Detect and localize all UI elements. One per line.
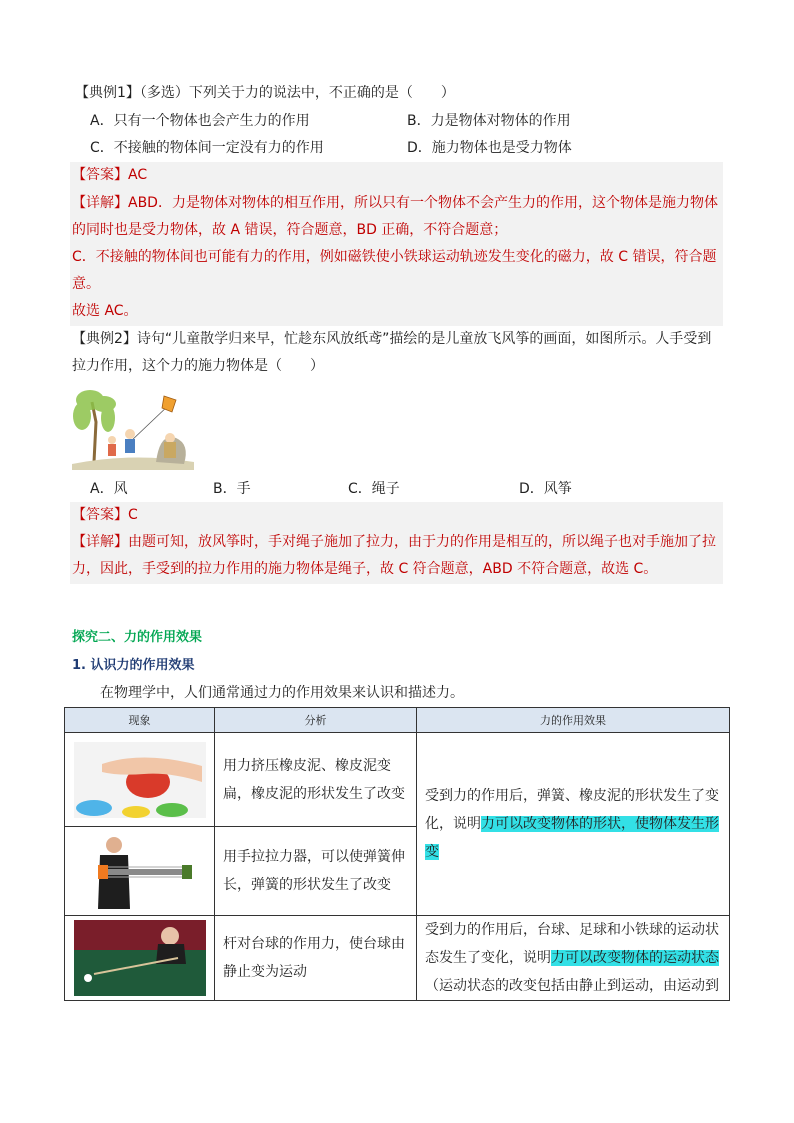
section-title: 探究二、力的作用效果 (72, 630, 203, 645)
detail-2-line1 (72, 531, 716, 551)
ex2-option-a: A．风 (90, 481, 128, 497)
option-c: C．不接触的物体间一定没有力的作用 (90, 140, 324, 156)
header-effect: 力的作用效果 (417, 708, 730, 733)
detail-1-line4: 意。 (72, 276, 100, 292)
ex2-option-d: D．风筝 (519, 481, 572, 497)
answer-1: 【答案】AC (72, 167, 148, 183)
effect-1-text: 受到力的作用后，弹簧、橡皮泥的形状发生了变化，说明 (425, 788, 719, 832)
effect-2-text: 受到力的作用后，台球、足球和小铁球的运动状态发生了变化，说明 (425, 922, 719, 966)
analysis-text-1: 用力挤压橡皮泥、橡皮泥变扁，橡皮泥的形状发生了改变 (223, 757, 405, 802)
option-d: D．施力物体也是受力物体 (407, 140, 572, 156)
detail-1-line5: 故选 AC。 (72, 303, 138, 319)
effect-cell-2 (417, 916, 730, 1001)
ex2-option-c: C．绳子 (348, 481, 400, 497)
effect-2-highlight: 力可以改变物体的运动状态 (551, 950, 719, 966)
effect-cell-1 (417, 733, 730, 916)
analysis-text-3: 杆对台球的作用力，使台球由静止变为运动 (223, 936, 405, 980)
example2-text: 诗句“儿童散学归来早，忙趁东风放纸鸢”描绘的是儿童放飞风筝的画面，如图所示。人手受到 (136, 331, 712, 347)
analysis-cell-3 (215, 916, 417, 1001)
detail-1-label: 【详解】 (72, 195, 128, 211)
detail-2-text: 由题可知，放风筝时，手对绳子施加了拉力，由于力的作用是相互的，所以绳子也对手施加了拉 (128, 534, 716, 550)
expander-photo-cell (65, 827, 215, 916)
analysis-text-2: 用手拉拉力器，可以使弹簧伸长，弹簧的形状发生了改变 (223, 849, 405, 893)
effect-text-2 (417, 916, 729, 1000)
force-effect-table (64, 707, 730, 1001)
example1-question (75, 82, 455, 102)
header-phenomenon: 现象 (65, 708, 215, 733)
detail-2-label: 【详解】 (72, 534, 128, 550)
answer-box-1 (70, 162, 723, 326)
section-subtitle: 1. 认识力的作用效果 (72, 658, 195, 673)
table-row (65, 916, 730, 1001)
effect-2-post: （运动状态的改变包括由静止到运动，由运动到 (425, 978, 719, 994)
section-intro: 在物理学中，人们通常通过力的作用效果来认识和描述力。 (100, 685, 464, 701)
kite-flying-illustration (72, 382, 194, 470)
example2-question-line1 (72, 328, 711, 348)
detail-1-line3: C．不接触的物体间也可能有力的作用，例如磁铁使小铁球运动轨迹发生变化的磁力，故 C 错误，符合题 (72, 249, 717, 265)
spring-expander-image (74, 833, 206, 909)
analysis-cell-1 (215, 733, 417, 827)
effect-1-highlight: 力可以改变物体的形状，使物体发生形变 (425, 816, 719, 860)
example1-text: （多选）下列关于力的说法中，不正确的是（ ） (139, 85, 455, 101)
billiards-image (74, 920, 206, 996)
clay-photo-cell (65, 733, 215, 827)
option-a: A．只有一个物体也会产生力的作用 (90, 113, 310, 129)
analysis-cell-2 (215, 827, 417, 916)
billiards-photo-cell (65, 916, 215, 1001)
detail-1-text: ABD．力是物体对物体的相互作用，所以只有一个物体不会产生力的作用，这个物体是施力物体 (128, 195, 718, 211)
answer-2: 【答案】C (72, 507, 138, 523)
ex2-option-b: B．手 (213, 481, 251, 497)
example1-label: 【典例1】 (75, 85, 140, 101)
detail-1-line2: 的同时也是受力物体，故 A 错误，符合题意，BD 正确，不符合题意； (72, 222, 508, 238)
clay-squeeze-image (74, 742, 206, 818)
detail-2-line2: 力，因此，手受到的拉力作用的施力物体是绳子，故 C 符合题意，ABD 不符合题意，故选 C。 (72, 561, 658, 577)
effect-text-1 (417, 782, 729, 866)
example2-question-line2: 拉力作用，这个力的施力物体是（ ） (72, 358, 324, 374)
header-analysis: 分析 (215, 708, 417, 733)
option-b: B．力是物体对物体的作用 (407, 113, 571, 129)
table-row (65, 733, 730, 827)
example2-label: 【典例2】 (72, 331, 137, 347)
detail-1-line1 (72, 192, 718, 212)
